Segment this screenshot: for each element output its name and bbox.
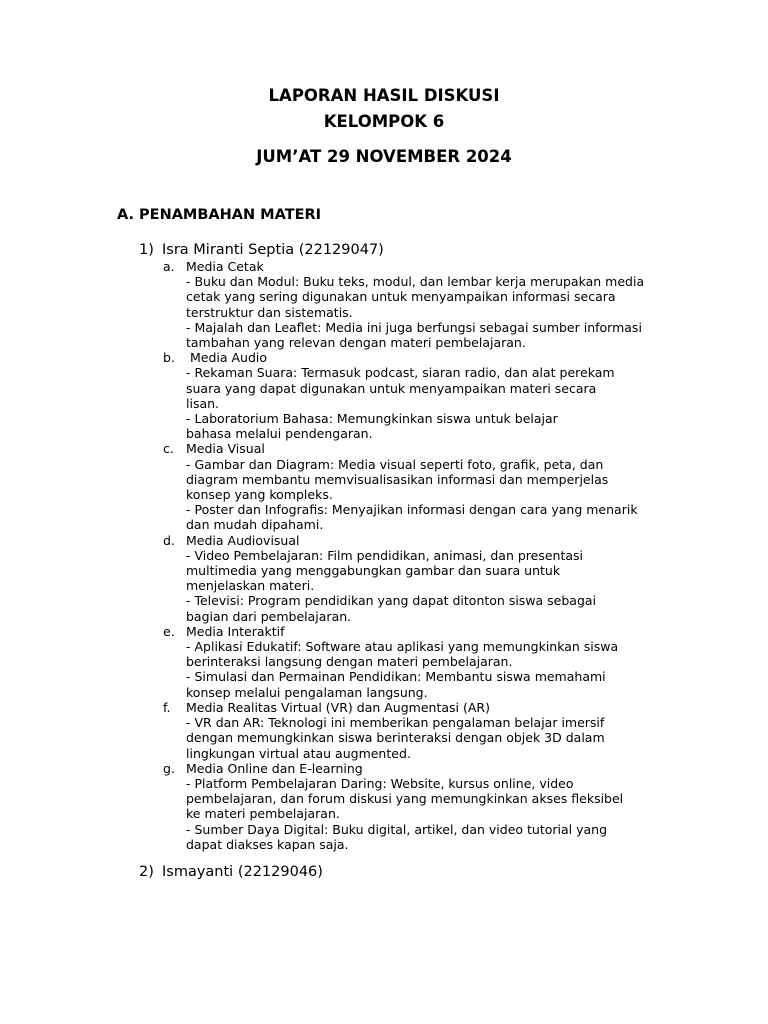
item-line: dapat diakses kapan saja. bbox=[186, 836, 349, 852]
list-item bbox=[163, 350, 683, 441]
item-line: konsep yang kompleks. bbox=[186, 487, 333, 503]
item-line: - Simulasi dan Permainan Pendidikan: Membantu siswa memahami bbox=[186, 669, 606, 685]
item-line: pembelajaran, dan forum diskusi yang memungkinkan akses fleksibel bbox=[186, 791, 624, 807]
item-line: bahasa melalui pendengaran. bbox=[186, 426, 373, 442]
item-line: berinteraksi langsung dengan materi pembelajaran. bbox=[186, 654, 513, 670]
person-number: 1) bbox=[139, 242, 154, 258]
item-line: multimedia yang menggabungkan gambar dan suara untuk bbox=[186, 563, 561, 579]
list-item bbox=[163, 761, 683, 852]
section-heading: A. PENAMBAHAN MATERI bbox=[117, 207, 322, 223]
list-item bbox=[163, 533, 683, 624]
item-line: - Majalah dan Leaflet: Media ini juga berfungsi sebagai sumber informasi bbox=[186, 319, 642, 335]
item-line: konsep melalui pengalaman langsung. bbox=[186, 684, 428, 700]
item-title: Media Audio bbox=[186, 350, 268, 366]
item-line: bagian dari pembelajaran. bbox=[186, 608, 352, 624]
item-line: - Poster dan Infografis: Menyajikan informasi dengan cara yang menarik bbox=[186, 502, 638, 518]
item-line: - Buku dan Modul: Buku teks, modul, dan lembar kerja merupakan media bbox=[186, 274, 645, 290]
item-line: - Aplikasi Edukatif: Software atau aplikasi yang memungkinkan siswa bbox=[186, 639, 619, 655]
item-line: tambahan yang relevan dengan materi pembelajaran. bbox=[186, 335, 526, 351]
item-line: - Sumber Daya Digital: Buku digital, artikel, dan video tutorial yang bbox=[186, 821, 608, 837]
list-item bbox=[163, 441, 683, 532]
item-letter: d. bbox=[163, 532, 175, 548]
item-line: lisan. bbox=[186, 395, 220, 411]
item-line: ke materi pembelajaran. bbox=[186, 806, 340, 822]
item-title: Media Realitas Virtual (VR) dan Augmentasi (AR) bbox=[186, 699, 490, 715]
media-list bbox=[163, 259, 683, 852]
item-line: suara yang dapat digunakan untuk menyampaikan materi secara bbox=[186, 380, 597, 396]
item-letter: g. bbox=[163, 760, 175, 776]
list-item bbox=[163, 624, 683, 700]
item-title: Media Online dan E-learning bbox=[186, 760, 363, 776]
list-item bbox=[163, 700, 683, 761]
item-line: - Video Pembelajaran: Film pendidikan, animasi, dan presentasi bbox=[186, 547, 583, 563]
item-letter: c. bbox=[163, 441, 174, 457]
item-line: - Platform Pembelajaran Daring: Website, kursus online, video bbox=[186, 775, 574, 791]
group-title: KELOMPOK 6 bbox=[323, 112, 445, 131]
item-letter: f. bbox=[163, 699, 171, 715]
item-line: dengan memungkinkan siswa berinteraksi dengan objek 3D dalam bbox=[186, 730, 605, 746]
item-line: menjelaskan materi. bbox=[186, 578, 315, 594]
person-name: Isra Miranti Septia (22129047) bbox=[162, 242, 384, 258]
item-line: dan mudah dipahami. bbox=[186, 517, 324, 533]
item-letter: b. bbox=[163, 350, 175, 366]
item-title: Media Interaktif bbox=[186, 623, 285, 639]
person-entry bbox=[139, 241, 384, 259]
item-line: - Gambar dan Diagram: Media visual seperti foto, grafik, peta, dan bbox=[186, 456, 604, 472]
report-title: LAPORAN HASIL DISKUSI bbox=[268, 86, 500, 105]
item-letter: a. bbox=[163, 259, 175, 274]
item-line: diagram membantu memvisualisasikan informasi dan memperjelas bbox=[186, 471, 609, 487]
item-title: Media Audiovisual bbox=[186, 532, 300, 548]
item-line: cetak yang sering digunakan untuk menyampaikan informasi secara bbox=[186, 289, 616, 305]
person-name: Ismayanti (22129046) bbox=[162, 864, 323, 880]
item-line: - Televisi: Program pendidikan yang dapat ditonton siswa sebagai bbox=[186, 593, 597, 609]
item-line: terstruktur dan sistematis. bbox=[186, 304, 353, 320]
item-line: lingkungan virtual atau augmented. bbox=[186, 745, 411, 761]
person-entry bbox=[139, 863, 323, 881]
item-line: - VR dan AR: Teknologi ini memberikan pengalaman belajar imersif bbox=[186, 715, 605, 731]
list-item bbox=[163, 259, 683, 350]
item-title: Media Cetak bbox=[186, 259, 264, 274]
item-line: - Laboratorium Bahasa: Memungkinkan siswa untuk belajar bbox=[186, 411, 558, 427]
report-date: JUM’AT 29 NOVEMBER 2024 bbox=[256, 147, 512, 166]
item-line: - Rekaman Suara: Termasuk podcast, siaran radio, dan alat perekam bbox=[186, 365, 615, 381]
item-title: Media Visual bbox=[186, 441, 265, 457]
item-letter: e. bbox=[163, 623, 175, 639]
person-number: 2) bbox=[139, 864, 154, 880]
